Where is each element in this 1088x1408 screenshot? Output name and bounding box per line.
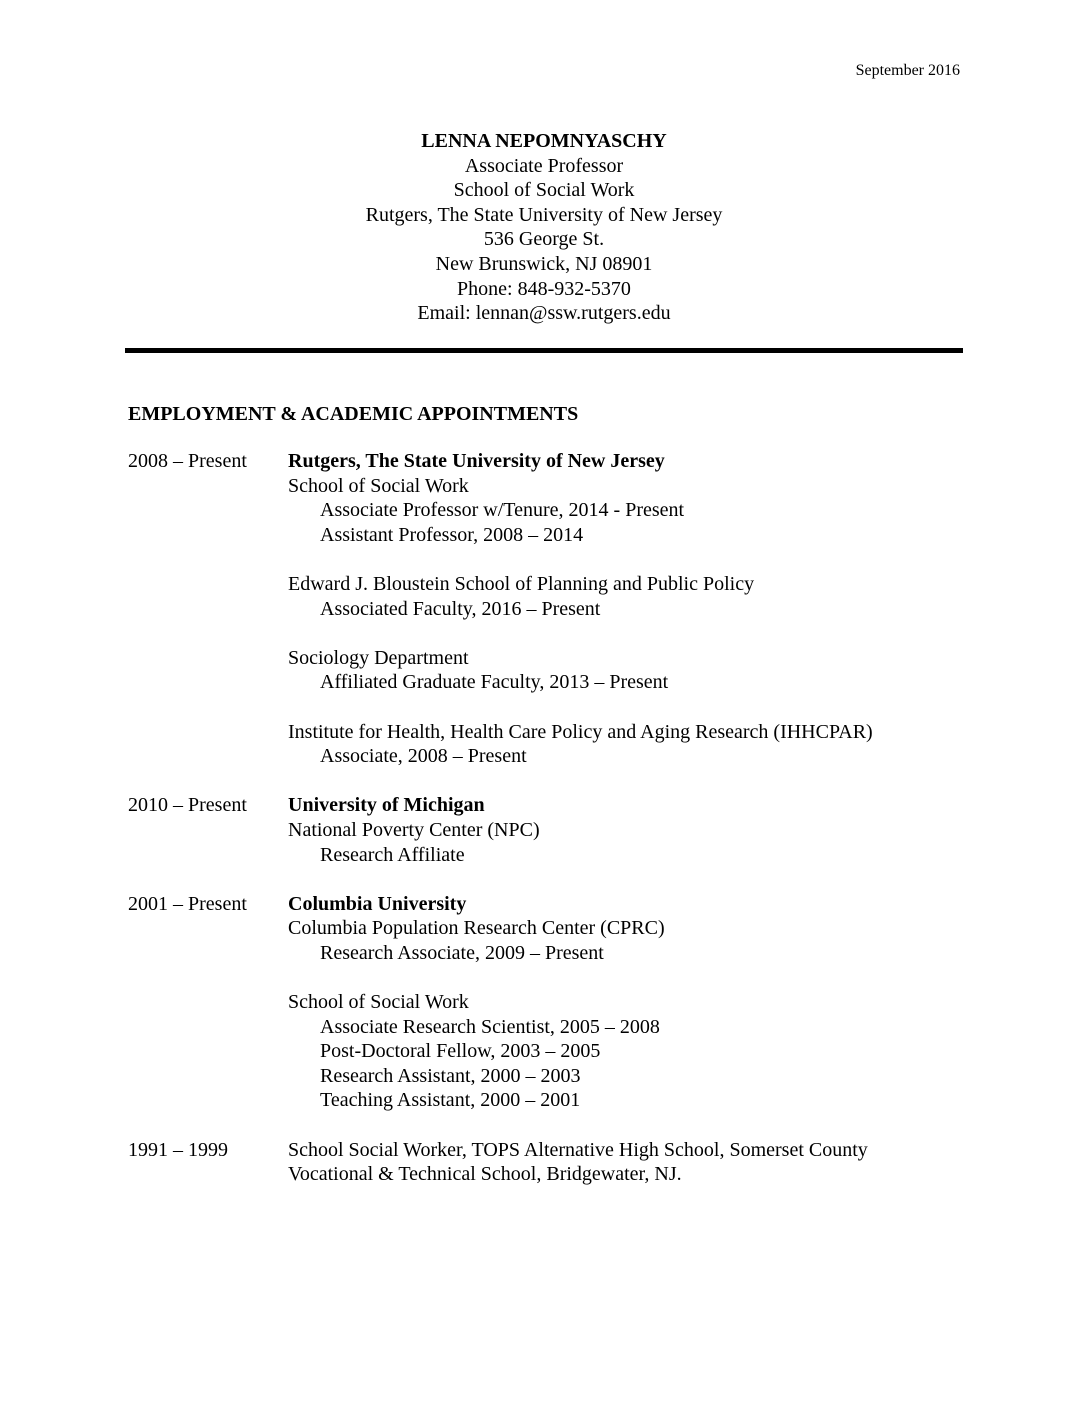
entry-organization: University of Michigan [288,794,485,817]
unit-name: School of Social Work [288,474,469,497]
entry-body [288,793,968,867]
employment-entry [128,793,968,867]
entry-body [288,892,968,1113]
department: School of Social Work [453,179,635,202]
unit-role: Research Assistant, 2000 – 2003 [320,1064,581,1087]
unit-name: National Poverty Center (NPC) [288,818,540,841]
entry-description-line: Vocational & Technical School, Bridgewater, NJ. [288,1163,682,1186]
entry-description-line: School Social Worker, TOPS Alternative High School, Somerset County [288,1138,868,1161]
email: Email: lennan@ssw.rutgers.edu [417,302,671,325]
unit-name: Sociology Department [288,646,469,669]
document-date: September 2016 [855,62,960,79]
entry-years: 2008 – Present [128,450,247,472]
person-name: LENNA NEPOMNYASCHY [421,130,667,152]
unit-role: Associate Research Scientist, 2005 – 2008 [320,1015,660,1038]
entry-unit [288,572,968,621]
entry-body [288,1138,968,1187]
entry-organization: Columbia University [288,892,467,915]
unit-name: Columbia Population Research Center (CPRC) [288,917,665,940]
unit-role: Research Associate, 2009 – Present [320,941,604,964]
unit-name: School of Social Work [288,991,469,1014]
entry-unit [288,474,968,548]
entry-organization: Rutgers, The State University of New Jersey [288,450,665,472]
unit-role: Associate, 2008 – Present [320,745,527,768]
entry-unit [288,646,968,695]
unit-role: Post-Doctoral Fellow, 2003 – 2005 [320,1040,601,1063]
employment-entry [128,1138,968,1187]
unit-name: Institute for Health, Health Care Policy and Aging Research (IHHCPAR) [288,720,873,743]
employment-entry [128,449,968,769]
unit-role: Assistant Professor, 2008 – 2014 [320,523,584,546]
entry-unit [288,720,968,769]
entry-unit [288,818,968,867]
section-title: EMPLOYMENT & ACADEMIC APPOINTMENTS [128,403,579,425]
entry-years: 1991 – 1999 [128,1138,228,1161]
entry-body [288,449,968,769]
job-title: Associate Professor [464,154,624,177]
unit-role: Teaching Assistant, 2000 – 2001 [320,1089,581,1112]
cv-header [0,129,1088,326]
university: Rutgers, The State University of New Jersey [365,203,723,226]
unit-role: Research Affiliate [320,843,465,866]
street-address: 536 George St. [483,228,605,251]
employment-list [128,449,968,1211]
entry-unit [288,990,968,1113]
unit-name: Edward J. Bloustein School of Planning and Public Policy [288,572,755,595]
entry-years: 2010 – Present [128,794,247,817]
entry-years: 2001 – Present [128,892,247,915]
unit-role: Associate Professor w/Tenure, 2014 - Present [320,499,685,522]
city-address: New Brunswick, NJ 08901 [435,252,653,275]
unit-role: Affiliated Graduate Faculty, 2013 – Present [320,671,669,694]
phone: Phone: 848-932-5370 [457,277,631,300]
header-divider [125,348,963,353]
unit-role: Associated Faculty, 2016 – Present [320,597,601,620]
employment-entry [128,892,968,1113]
entry-unit [288,916,968,965]
